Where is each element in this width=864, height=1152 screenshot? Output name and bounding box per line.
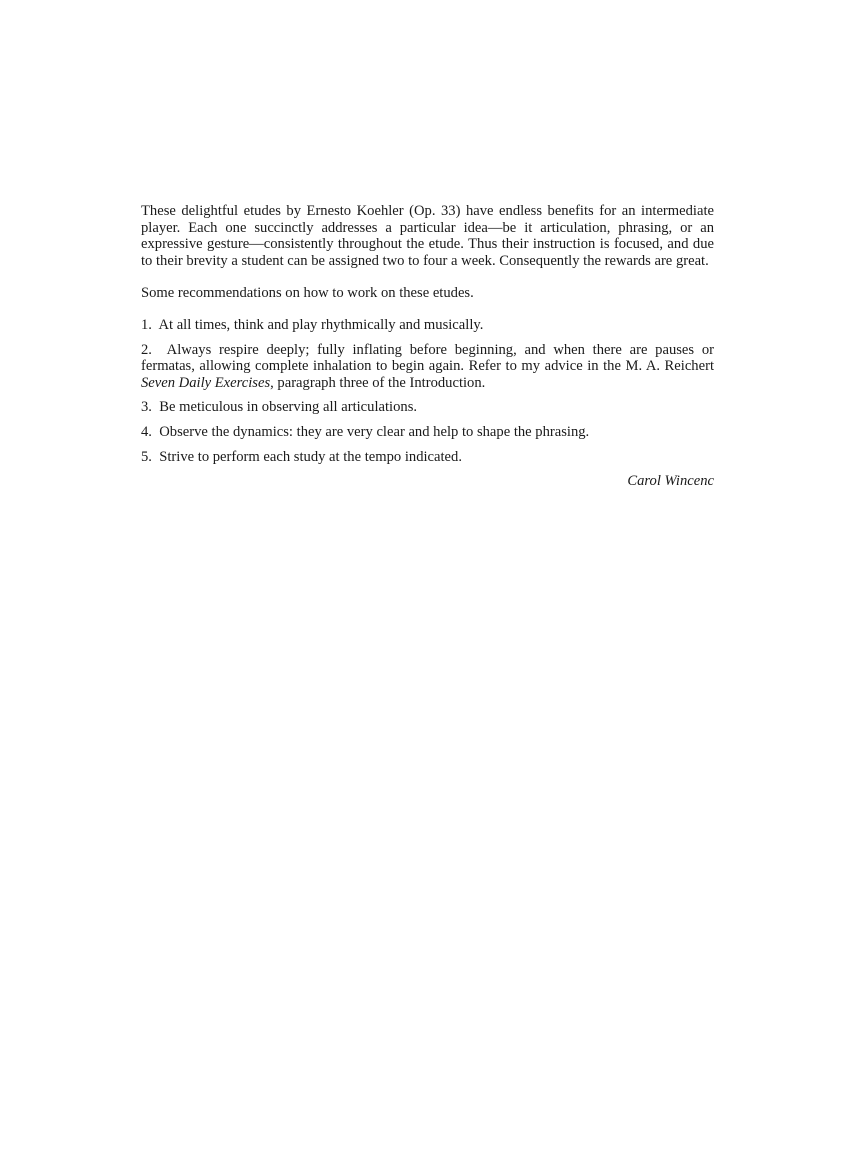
recommendation-item-1 bbox=[141, 317, 714, 334]
recommendation-item-4 bbox=[141, 424, 714, 441]
recommendation-item-3 bbox=[141, 399, 714, 416]
recommendations-lead: Some recommendations on how to work on these etudes. bbox=[141, 285, 474, 302]
item-text: Always respire deeply; fully inflating before beginning, and when there are pauses or fermatas, allowing complete inhalation to begin again. Refer to my advice in the M. A. Reichert bbox=[141, 341, 714, 375]
item-number: 2. bbox=[141, 341, 152, 358]
item-number: 4. bbox=[141, 423, 152, 440]
recommendation-item-5 bbox=[141, 449, 714, 466]
item-number: 1. bbox=[141, 316, 152, 333]
item-text: At all times, think and play rhythmically and musically. bbox=[158, 316, 484, 333]
item-text: Observe the dynamics: they are very clear and help to shape the phrasing. bbox=[159, 423, 590, 440]
item-number: 3. bbox=[141, 399, 152, 416]
item-text: Strive to perform each study at the tempo indicated. bbox=[159, 448, 462, 465]
document-page bbox=[141, 203, 714, 490]
item-number: 5. bbox=[141, 448, 152, 465]
item-text-tail: , paragraph three of the Introduction. bbox=[270, 374, 486, 391]
recommendation-item-2 bbox=[141, 342, 714, 392]
item-text: Be meticulous in observing all articulations. bbox=[159, 399, 418, 416]
book-title: Seven Daily Exercises bbox=[141, 374, 271, 391]
intro-paragraph: These delightful etudes by Ernesto Koehler (Op. 33) have endless benefits for an intermediate player. Each one succinctly addresses a particular idea—be it articulation, phrasing, or an expressive gesture—consistently throughout the etude. Thus their instruction is focused, and due to their brevity a student can be assigned two to four a week. Consequently the rewards are great. bbox=[141, 203, 714, 269]
author-signature: Carol Wincenc bbox=[627, 473, 714, 490]
